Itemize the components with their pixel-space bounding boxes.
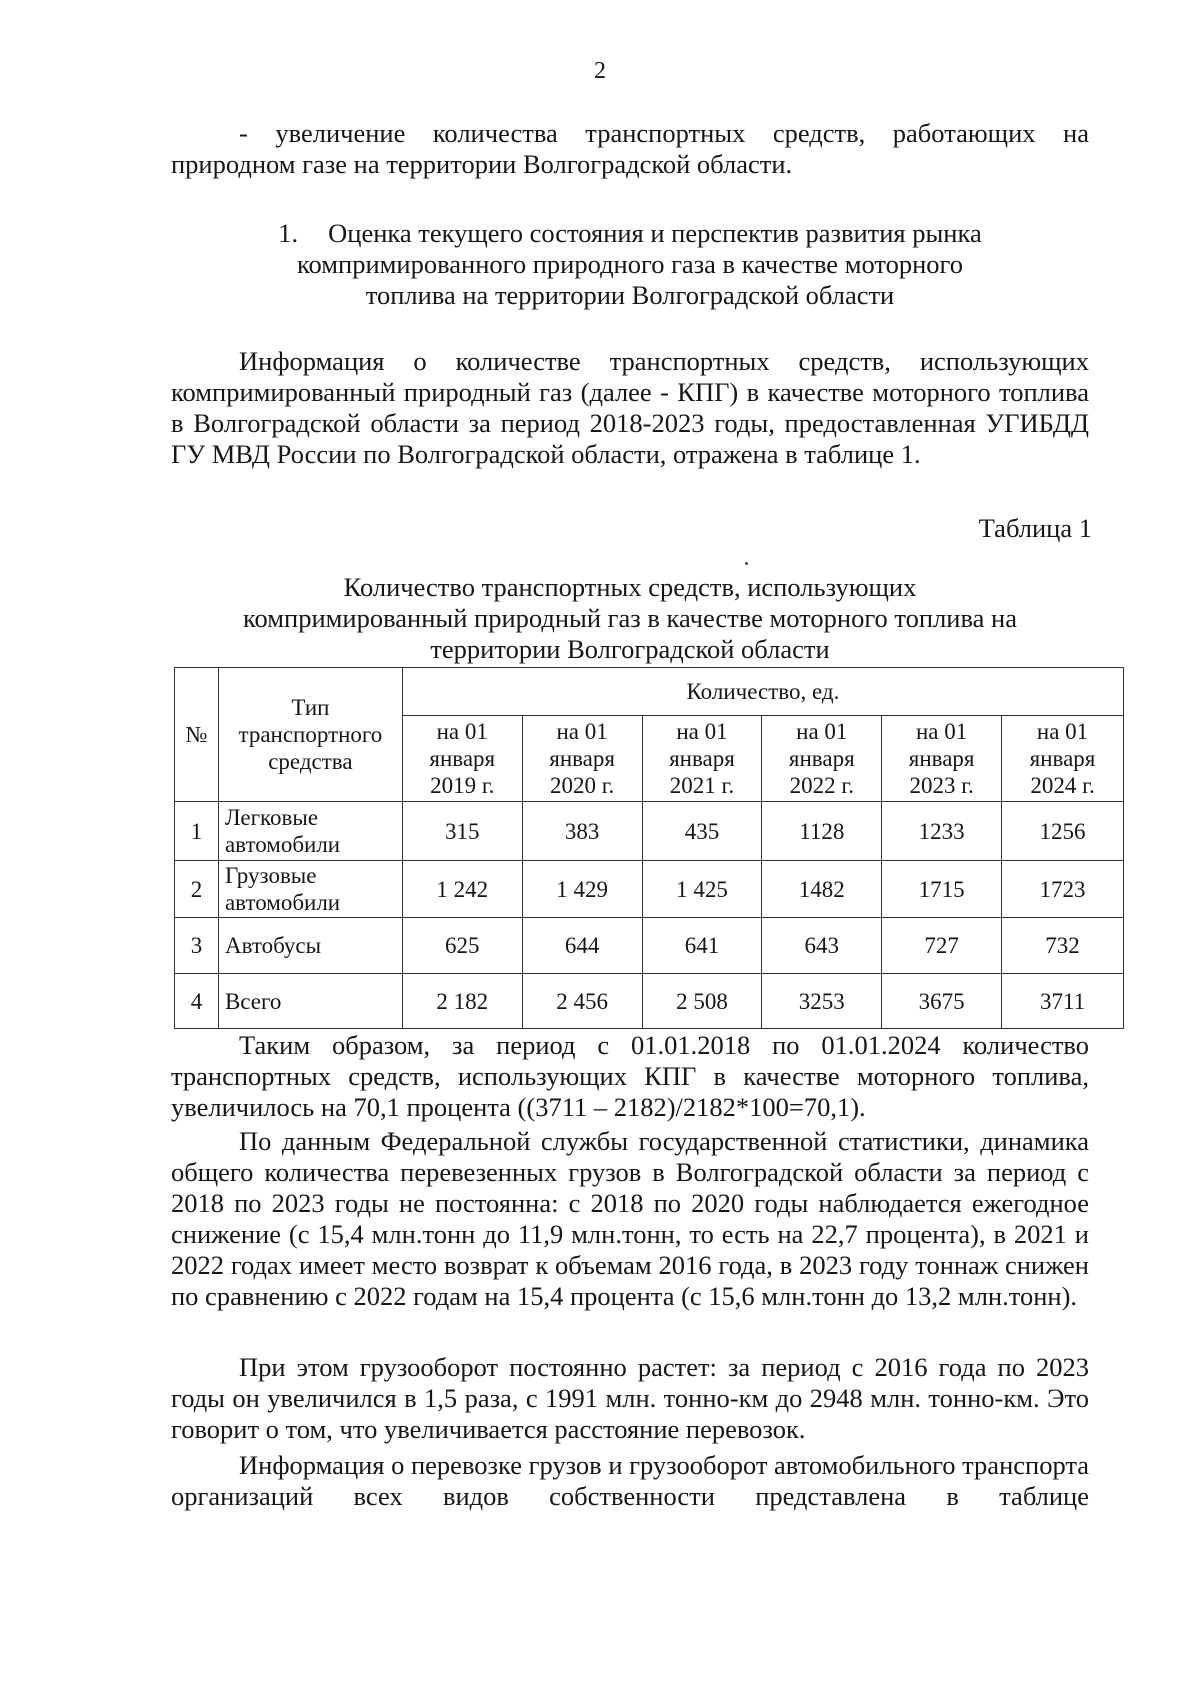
table-caption: Количество транспортных средств, использующих компримированный природный газ в качестве моторного топлива на территории Волгоградской области	[243, 572, 1017, 664]
row-num: 1	[175, 802, 219, 861]
row-value: 3253	[762, 974, 882, 1029]
header-date: на 01 января 2020 г.	[522, 716, 642, 802]
row-value: 643	[762, 918, 882, 974]
row-num: 2	[175, 861, 219, 918]
page-number: 2	[594, 58, 606, 84]
table-row	[175, 974, 1124, 1029]
paragraph-3: По данным Федеральной службы государственной статистики, динамика общего количества перевезенных грузов в Волгоградской области за период с 2018 по 2023 годы не постоянна: с 2018 по 2020 годы наблюдается ежегодное снижение (с 15,4 млн.тонн до 11,9 млн.тонн, то есть на 22,7 процента), в 2021 и 2022 годах имеет место возврат к объемам 2016 года, в 2023 году тоннаж снижен по сравнению с 2022 годам на 15,4 процента (с 15,6 млн.тонн до 13,2 млн.тонн).	[171, 1126, 1089, 1311]
row-value: 1715	[882, 861, 1002, 918]
paragraph-4: При этом грузооборот постоянно растет: за период с 2016 года по 2023 годы он увеличился в 1,5 раза, с 1991 млн. тонно-км до 2948 млн. тонно-км. Это говорит о том, что увеличивается расстояние перевозок.	[171, 1352, 1089, 1444]
intro-item: - увеличение количества транспортных средств, работающих на природном газе на территории Волгоградской области.	[171, 118, 1089, 179]
section-number: 1.	[278, 218, 299, 248]
row-value: 1256	[1002, 802, 1124, 861]
row-value: 315	[402, 802, 522, 861]
row-value: 1 425	[642, 861, 762, 918]
table-label: Таблица 1	[978, 513, 1092, 543]
header-quantity: Количество, ед.	[402, 668, 1123, 716]
header-date: на 01 января 2019 г.	[402, 716, 522, 802]
header-type: Тип транспортного средства	[218, 668, 402, 802]
paragraph-2: Таким образом, за период с 01.01.2018 по 01.01.2024 количество транспортных средств, использующих КПГ в качестве моторного топлива, увеличилось на 70,1 процента ((3711 – 2182)/2182*100=70,1).	[171, 1030, 1089, 1122]
row-value: 3711	[1002, 974, 1124, 1029]
header-date: на 01 января 2024 г.	[1002, 716, 1124, 802]
row-type: Грузовые автомобили	[218, 861, 402, 918]
header-date: на 01 января 2021 г.	[642, 716, 762, 802]
paragraph-5: Информация о перевозке грузов и грузооборот автомобильного транспорта организаций всех видов собственности представлена в таблице	[171, 1450, 1090, 1511]
row-value: 641	[642, 918, 762, 974]
row-type: Всего	[218, 974, 402, 1029]
row-value: 1128	[762, 802, 882, 861]
row-value: 1233	[882, 802, 1002, 861]
row-value: 732	[1002, 918, 1124, 974]
row-num: 3	[175, 918, 219, 974]
header-date: на 01 января 2023 г.	[882, 716, 1002, 802]
row-value: 2 182	[402, 974, 522, 1029]
section-heading	[171, 218, 1089, 311]
row-value: 383	[522, 802, 642, 861]
row-value: 1 429	[522, 861, 642, 918]
header-num: №	[175, 668, 219, 802]
row-value: 625	[402, 918, 522, 974]
row-num: 4	[175, 974, 219, 1029]
vehicles-table	[174, 667, 1124, 1029]
table-row	[175, 861, 1124, 918]
header-date: на 01 января 2022 г.	[762, 716, 882, 802]
row-type: Автобусы	[218, 918, 402, 974]
row-value: 2 508	[642, 974, 762, 1029]
paragraph-1: Информация о количестве транспортных средств, использующих компримированный природный газ (далее - КПГ) в качестве моторного топлива в Волгоградской области за период 2018-2023 годы, предоставленная УГИБДД ГУ МВД России по Волгоградской области, отражена в таблице 1.	[171, 346, 1089, 469]
row-value: 727	[882, 918, 1002, 974]
row-value: 2 456	[522, 974, 642, 1029]
row-value: 644	[522, 918, 642, 974]
row-type: Легковые автомобили	[218, 802, 402, 861]
row-value: 435	[642, 802, 762, 861]
row-value: 1723	[1002, 861, 1124, 918]
row-value: 1482	[762, 861, 882, 918]
table-row	[175, 918, 1124, 974]
table-row	[175, 802, 1124, 861]
row-value: 1 242	[402, 861, 522, 918]
row-value: 3675	[882, 974, 1002, 1029]
section-title: Оценка текущего состояния и перспектив развития рынка компримированного природного газа в качестве моторного топлива на территории Волгоградской области	[296, 218, 982, 310]
scan-speck	[745, 562, 748, 565]
